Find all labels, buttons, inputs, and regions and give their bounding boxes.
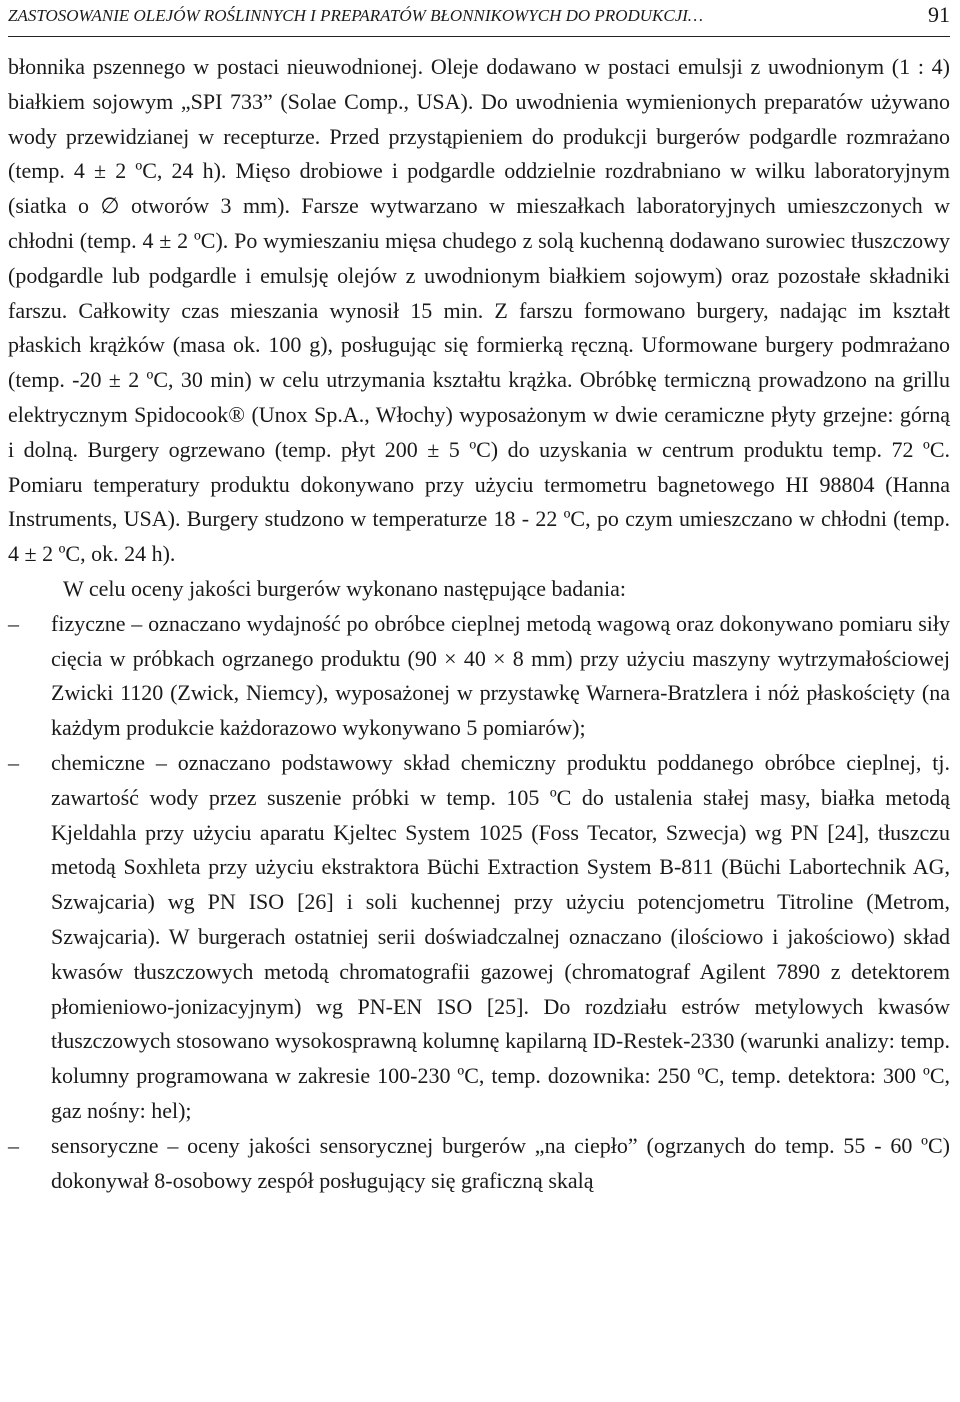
list-item-text: chemiczne – oznaczano podstawowy skład chemiczny produktu poddanego obróbce cieplnej, tj. zawartość wody przez suszenie próbki w temp. 105 ºC do ustalenia stałej masy, białka metodą Kjeldahla przy użyciu aparatu Kjeltec System 1025 (Foss Tecator, Szwecja) wg PN [24], tłuszczu metodą Soxhleta przy użyciu ekstraktora Büchi Extraction System B-811 (Büchi Labortechnik AG, Szwajcaria) wg PN ISO [26] i soli kuchennej przy użyciu potencjometru Titroline (Metrom, Szwajcaria). W burgerach ostatniej serii doświadczalnej oznaczano (ilościowo i jakościowo) skład kwasów tłuszczowych metodą chromatografii gazowej (chromatograf Agilent 7890 z detektorem płomieniowo-jonizacyjnym) wg PN-EN ISO [25]. Do rozdziału estrów metylowych kwasów tłuszczowych stosowano wysokosprawną kolumnę kapilarną ID-Restek-2330 (warunki analizy: temp. kolumny programowana w zakresie 100-230 ºC, temp. dozownika: 250 ºC, temp. detektora: 300 ºC, gaz nośny: hel);	[51, 749, 950, 1123]
list-item	[8, 1129, 950, 1199]
page-body	[8, 50, 950, 1198]
list-item	[8, 746, 950, 1129]
analysis-list	[8, 607, 950, 1199]
list-dash-marker: –	[8, 1132, 19, 1158]
page-header	[8, 0, 950, 37]
page-number: 91	[928, 2, 950, 27]
paragraph-methods-continued: błonnika pszennego w postaci nieuwodnionej. Oleje dodawano w postaci emulsji z uwodnionym (1 : 4) białkiem sojowym „SPI 733” (Solae Comp., USA). Do uwodnienia wymienionych preparatów używano wody przewidzianej w recepturze. Przed przystąpieniem do produkcji burgerów podgardle rozmrażano (temp. 4 ± 2 ºC, 24 h). Mięso drobiowe i podgardle oddzielnie rozdrabniano w wilku laboratoryjnym (siatka o ∅ otworów 3 mm). Farsze wytwarzano w mieszałkach laboratoryjnych umieszczonych w chłodni (temp. 4 ± 2 ºC). Po wymieszaniu mięsa chudego z solą kuchenną dodawano surowiec tłuszczowy (podgardle lub podgardle i emulsję olejów z uwodnionym białkiem sojowym) oraz pozostałe składniki farszu. Całkowity czas mieszania wynosił 15 min. Z farszu formowano burgery, nadając im kształt płaskich krążków (masa ok. 100 g), posługując się formierką ręczną. Uformowane burgery podmrażano (temp. -20 ± 2 ºC, 30 min) w celu utrzymania kształtu krążka. Obróbkę termiczną prowadzono na grillu elektrycznym Spidocook® (Unox Sp.A., Włochy) wyposażonym w dwie ceramiczne płyty grzejne: górną i dolną. Burgery ogrzewano (temp. płyt 200 ± 5 ºC) do uzyskania w centrum produktu temp. 72 ºC. Pomiaru temperatury produktu dokonywano przy użyciu termometru bagnetowego HI 98804 (Hanna Instruments, USA). Burgery studzono w temperaturze 18 - 22 ºC, po czym umieszczano w chłodni (temp. 4 ± 2 ºC, ok. 24 h).	[8, 54, 950, 567]
paragraph-analyses-intro: W celu oceny jakości burgerów wykonano następujące badania:	[63, 575, 627, 601]
running-title: ZASTOSOWANIE OLEJÓW ROŚLINNYCH I PREPARATÓW BŁONNIKOWYCH DO PRODUKCJI…	[8, 6, 704, 25]
list-dash-marker: –	[8, 749, 19, 775]
list-dash-marker: –	[8, 610, 19, 636]
list-item-text: sensoryczne – oceny jakości sensorycznej burgerów „na ciepło” (ogrzanych do temp. 55 - 60 ºC) dokonywał 8-osobowy zespół posługujący się graficzną skalą	[51, 1132, 950, 1193]
list-item-text: fizyczne – oznaczano wydajność po obróbce cieplnej metodą wagową oraz dokonywano pomiaru siły cięcia w próbkach ogrzanego produktu (90 × 40 × 8 mm) przy użyciu maszyny wytrzymałościowej Zwicki 1120 (Zwick, Niemcy), wyposażonej w przystawkę Warnera-Bratzlera i nóż płaskościęty (na każdym produkcie każdorazowo wykonywano 5 pomiarów);	[51, 610, 950, 741]
list-item	[8, 607, 950, 746]
